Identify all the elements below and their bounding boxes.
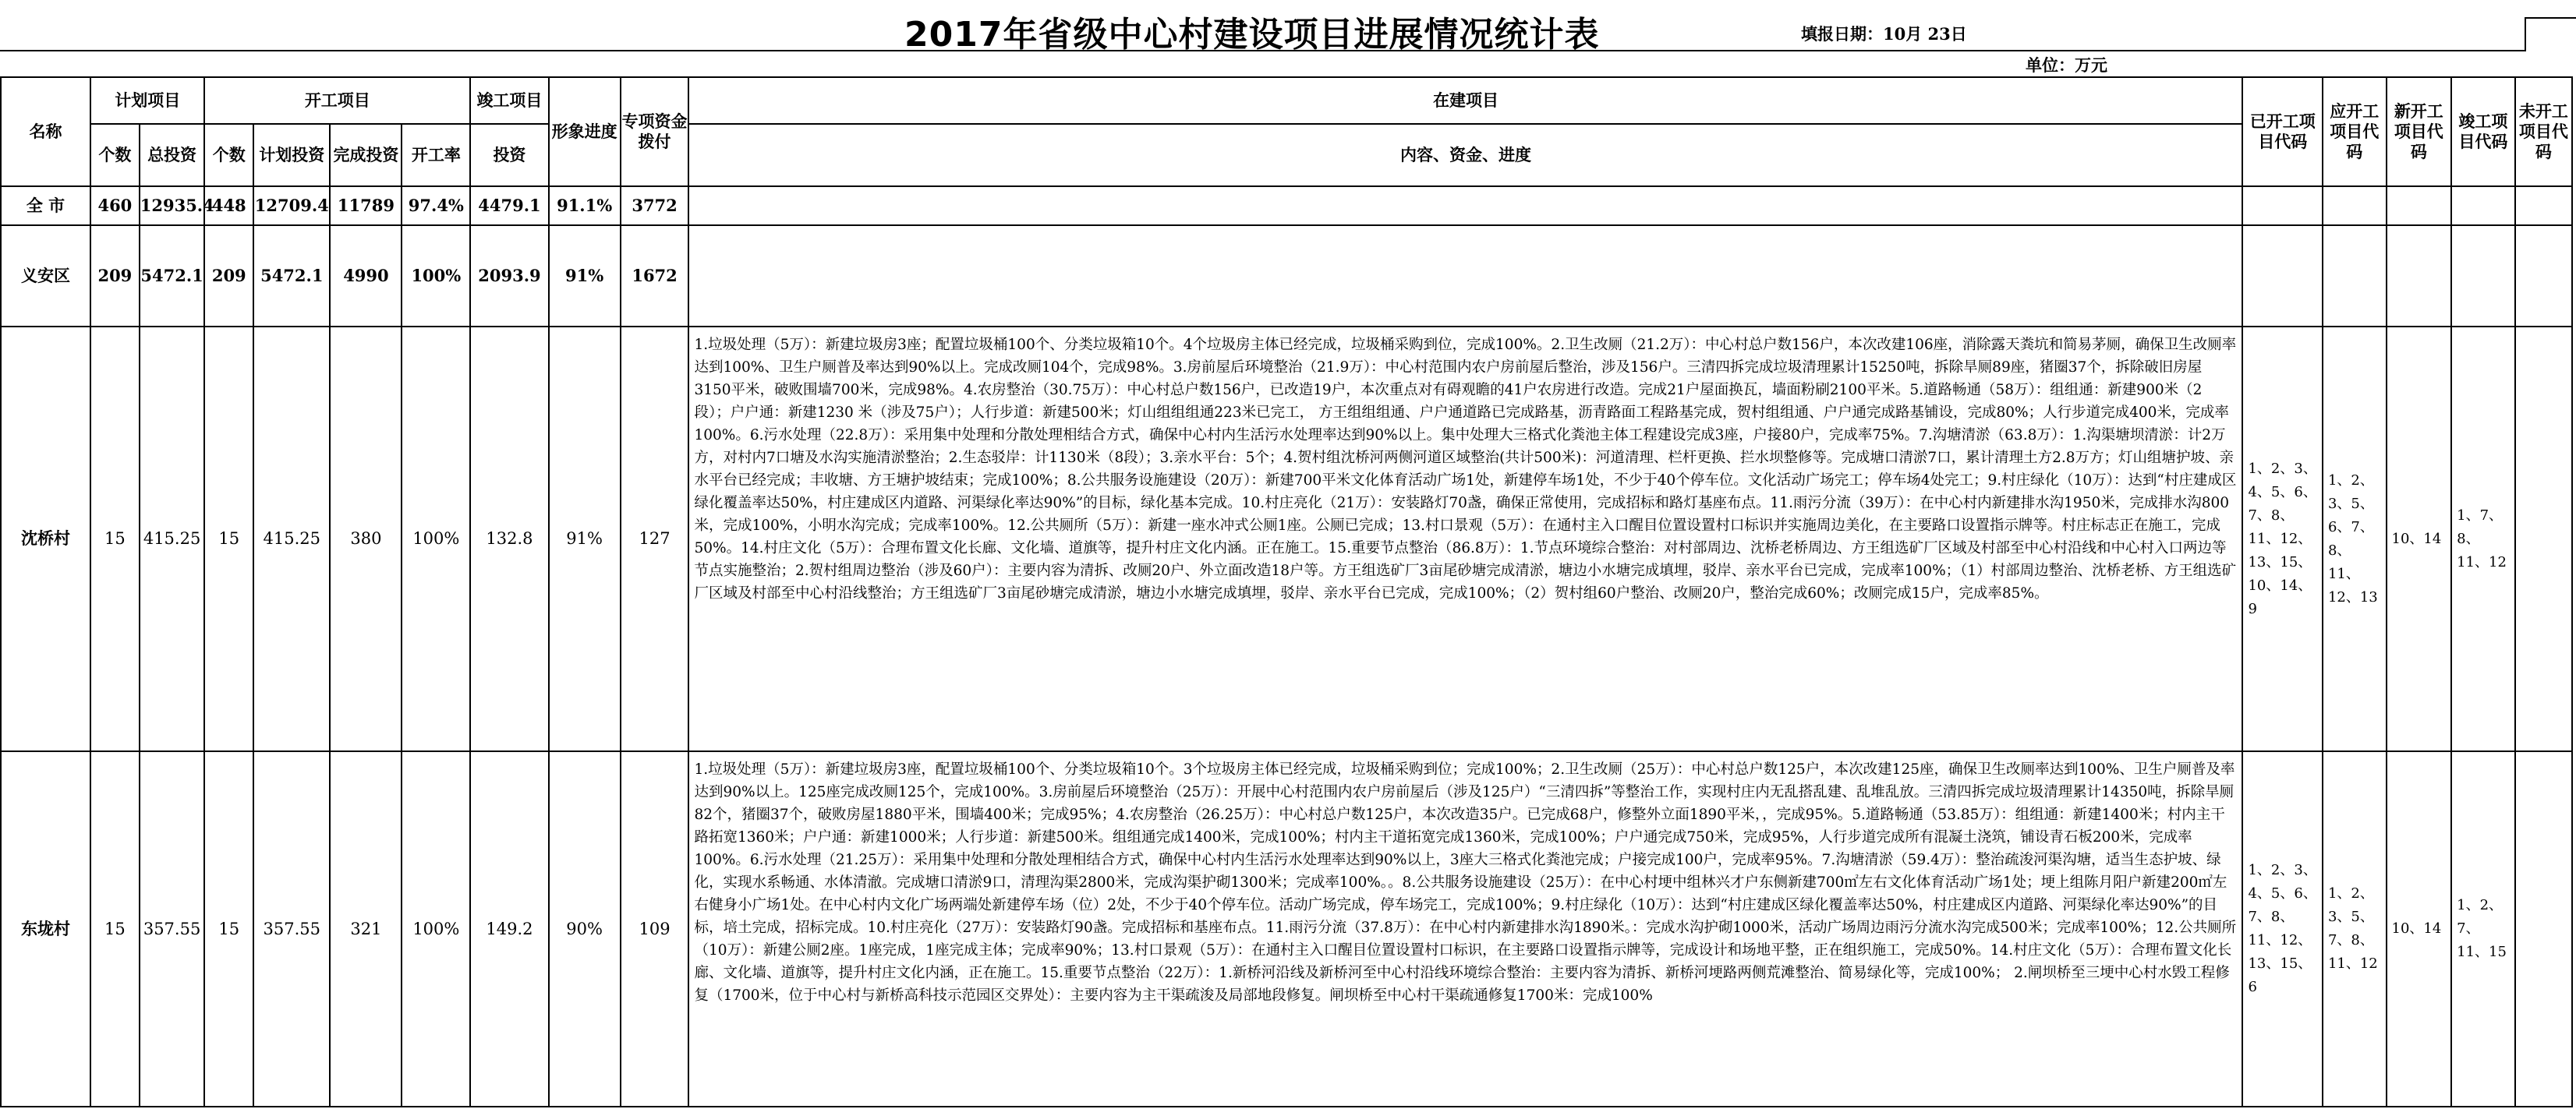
header-completed-investment: 完成投资 <box>330 124 402 186</box>
table-row <box>1 225 2572 327</box>
row-image-progress: 91% <box>549 225 621 327</box>
header-should-start-codes: 应开工项目代码 <box>2323 77 2387 186</box>
row-not-started-codes <box>2515 186 2572 225</box>
row-image-progress: 91% <box>549 327 621 751</box>
row-image-progress: 90% <box>549 751 621 1107</box>
row-finished-investment: 132.8 <box>470 327 548 751</box>
row-start-rate: 100% <box>402 225 470 327</box>
header-name: 名称 <box>1 77 90 186</box>
header-total-investment: 总投资 <box>140 124 205 186</box>
row-started-count: 15 <box>204 327 253 751</box>
unit-label: 单位：万元 <box>2026 55 2107 75</box>
title-row <box>0 0 2526 55</box>
header-special-funds: 专项资金拨付 <box>621 77 689 186</box>
header-started: 开工项目 <box>204 77 470 124</box>
row-name: 全 市 <box>1 186 90 225</box>
row-started-codes: 1、2、3、4、5、6、7、8、11、12、13、15、10、14、9 <box>2242 327 2322 751</box>
header-count: 个数 <box>90 124 140 186</box>
row-start-rate: 100% <box>402 327 470 751</box>
row-detail: 1.垃圾处理（5万）：新建垃圾房3座，配置垃圾桶100个、分类垃圾箱10个。3个垃圾房主体已经完成，垃圾桶采购到位；完成100%；2.卫生改厕（25万）：中心村总户数125户，本次改建125座，确保卫生改厕率达到100%、卫生户厕普及率达到90%以上。125座完成改厕125个，完成100%。3.房前屋后环境整治（25万）：开展中心村范围内农户房前屋后（涉及125户）“三清四拆”等整治工作，实现村庄内无乱搭乱建、乱堆乱放。三清四拆完成垃圾清理累计14350吨，拆除旱厕82个，猪圈37个，破败房屋1880平米，围墙400米；完成95%；4.农房整治（26.25万）：中心村总户数125户，本次改造35户。已完成68户，修整外立面1890平米，，完成95%。5.道路畅通（53.85万）：组组通：新建1400米；村内主干路拓宽1360米；户户通：新建1000米；人行步道：新建500米。组组通完成1400米，完成100%；村内主干道拓宽完成1360米，完成100%；户户通完成750米，完成95%，人行步道完成所有混凝土浇筑，铺设青石板200米，完成率100%。6.污水处理（21.25万）：采用集中处理和分散处理相结合方式，确保中心村内生活污水处理率达到90%以上，3座大三格式化粪池完成；户接完成100户，完成率95%。7.沟塘清淤（59.4万）：整治疏浚河渠沟塘，适当生态护坡、绿化，实现水系畅通、水体清澈。完成塘口清淤9口，清理沟渠2800米，完成沟渠护砌1300米；完成率100%。。8.公共服务设施建设（25万）：在中心村埂中组林兴才户东侧新建700㎡左右文化体育活动广场1处；埂上组陈月阳户新建200㎡左右健身小广场1处。在中心村内文化广场两端处新建停车场（位）2处，不少于40个停车位。活动广场完成，停车场完工，完成100%；9.村庄绿化（10万）：达到“村庄建成区绿化覆盖率达50%，村庄建成区内道路、河渠绿化率达90%”的目标，培土完成，招标完成。10.村庄亮化（27万）：安装路灯90盏。完成招标和基座布点。11.雨污分流（37.8万）：在中心村内新建排水沟1890米。：完成水沟护砌1000米，活动广场周边雨污分流水沟完成500米；完成率100%；12.公共厕所（10万）：新建公厕2座。1座完成，1座完成主体；完成率90%；13.村口景观（5万）：在通村主入口醒目位置设置村口标识，在主要路口设置指示牌等，完成设计和场地平整，正在组织施工，完成50%。14.村庄文化（5万）：合理布置文化长廊、文化墙、道旗等，提升村庄文化内涵，正在施工。15.重要节点整治（22万）：1.新桥河沿线及新桥河至中心村沿线环境综合整治：主要内容为清拆、新桥河埂路两侧荒滩整治、简易绿化等，完成100%； 2.闸坝桥至三埂中心村水毁工程修复（1700米，位于中心村与新桥高科技示范园区交界处）：主要内容为主干渠疏浚及局部地段修复。闸坝桥至中心村干渠疏通修复1700米：完成100% <box>688 751 2242 1107</box>
row-image-progress: 91.1% <box>549 186 621 225</box>
row-finished-codes: 1、2、7、11、15 <box>2451 751 2515 1107</box>
header-new-start-codes: 新开工项目代码 <box>2387 77 2452 186</box>
row-not-started-codes <box>2515 225 2572 327</box>
row-name: 东垅村 <box>1 751 90 1107</box>
row-special-funds: 127 <box>621 327 689 751</box>
row-start-rate: 97.4% <box>402 186 470 225</box>
statistics-table <box>0 76 2573 1107</box>
row-completed-investment: 4990 <box>330 225 402 327</box>
row-special-funds: 1672 <box>621 225 689 327</box>
row-planned-investment: 5472.1 <box>253 225 330 327</box>
header-row-1 <box>1 77 2572 124</box>
header-row-2 <box>1 124 2572 186</box>
row-total-investment: 415.25 <box>140 327 205 751</box>
corner-cell <box>2525 17 2576 51</box>
row-total-investment: 12935.4 <box>140 186 205 225</box>
row-planned-investment: 357.55 <box>253 751 330 1107</box>
row-new-start-codes: 10、14 <box>2387 327 2452 751</box>
header-started-codes: 已开工项目代码 <box>2242 77 2322 186</box>
row-total-investment: 5472.1 <box>140 225 205 327</box>
row-special-funds: 109 <box>621 751 689 1107</box>
row-should-start-codes <box>2323 225 2387 327</box>
header-content: 内容、资金、进度 <box>688 124 2242 186</box>
row-planned-count: 209 <box>90 225 140 327</box>
row-started-count: 209 <box>204 225 253 327</box>
row-special-funds: 3772 <box>621 186 689 225</box>
header-planned-investment: 计划投资 <box>253 124 330 186</box>
header-planned: 计划项目 <box>90 77 204 124</box>
row-detail: 1.垃圾处理（5万）：新建垃圾房3座；配置垃圾桶100个、分类垃圾箱10个。4个垃圾房主体已经完成，垃圾桶采购到位，完成100%。2.卫生改厕（21.2万）：中心村总户数156户，本次改建106座，消除露天粪坑和简易茅厕，确保卫生改厕率达到100%、卫生户厕普及率达到90%以上。完成改厕104个，完成98%。3.房前屋后环境整治（21.9万）：中心村范围内农户房前屋后整治，涉及156户。三清四拆完成垃圾清理累计15250吨，拆除旱厕89座，猪圈37个，拆除破旧房屋3150平米，破败围墙700米，完成98%。4.农房整治（30.75万）：中心村总户数156户，已改造19户，本次重点对有碍观瞻的41户农房进行改造。完成21户屋面换瓦，墙面粉刷2100平米。5.道路畅通（58万）：组组通：新建900米（2段）；户户通：新建1230 米（涉及75户）；人行步道：新建500米；灯山组组组通223米已完工， 方王组组组通、户户通道路已完成路基，沥青路面工程路基完成，贺村组组通、户户通完成路基铺设，完成80%；人行步道完成400米，完成率100%。6.污水处理（22.8万）：采用集中处理和分散处理相结合方式，确保中心村内生活污水处理率达到90%以上。集中处理大三格式化粪池主体工程建设完成3座，户接80户，完成率75%。7.沟塘清淤（63.8万）：1.沟渠塘坝清淤：计2万方，对村内7口塘及水沟实施清淤整治；2.生态驳岸：计1130米（8段）；3.亲水平台：5个；4.贺村组沈桥河两侧河道区域整治(共计500米)：河道清理、栏杆更换、拦水坝整修等。完成塘口清淤7口，累计清理土方2.8万方；灯山组塘护坡、亲水平台已经完成；丰收塘、方王塘护坡结束；完成100%；8.公共服务设施建设（20万）：新建700平米文化体育活动广场1处，新建停车场1处，不少于40个停车位。文化活动广场完工；停车场4处完工；9.村庄绿化（10万）：达到“村庄建成区绿化覆盖率达50%，村庄建成区内道路、河渠绿化率达90%”的目标，绿化基本完成。10.村庄亮化（21万）：安装路灯70盏，确保正常使用，完成招标和路灯基座布点。11.雨污分流（39万）：在中心村内新建排水沟1950米，完成排水沟800米，完成100%，小明水沟完成；完成率100%。12.公共厕所（5万）：新建一座水冲式公厕1座。公厕已完成；13.村口景观（5万）：在通村主入口醒目位置设置村口标识并实施周边美化，在主要路口设置指示牌等。村庄标志正在施工，完成50%。14.村庄文化（5万）：合理布置文化长廊、文化墙、道旗等，提升村庄文化内涵。正在施工。15.重要节点整治（86.8万）：1.节点环境综合整治：对村部周边、沈桥老桥周边、方王组选矿厂区域及村部至中心村沿线和中心村入口两边等节点实施整治；2.贺村组周边整治（涉及60户）：主要内容为清拆、改厕20户、外立面改造18户等。方王组选矿厂3亩尾砂塘完成清淤，塘边小水塘完成填埋，驳岸、亲水平台已完成，完成率100%；（1）村部周边整治、沈桥老桥、方王组选矿厂区域及村部至中心村沿线整治；方王组选矿厂3亩尾砂塘完成清淤，塘边小水塘完成填埋，驳岸、亲水平台已完成，完成100%；（2）贺村组60户整治、改厕20户，整治完成60%；改厕完成15户，完成率85%。 <box>688 327 2242 751</box>
row-new-start-codes: 10、14 <box>2387 751 2452 1107</box>
row-detail <box>688 225 2242 327</box>
row-finished-investment: 2093.9 <box>470 225 548 327</box>
row-started-codes: 1、2、3、4、5、6、7、8、11、12、13、15、6 <box>2242 751 2322 1107</box>
row-completed-investment: 380 <box>330 327 402 751</box>
table-row <box>1 186 2572 225</box>
fill-date: 填报日期：10月 23日 <box>1801 24 1967 44</box>
page-title: 2017年省级中心村建设项目进展情况统计表 <box>904 15 1600 55</box>
unit-row <box>0 50 2573 76</box>
row-should-start-codes: 1、2、3、5、6、7、8、11、12、13 <box>2323 327 2387 751</box>
row-new-start-codes <box>2387 225 2452 327</box>
row-started-count: 15 <box>204 751 253 1107</box>
table-row <box>1 327 2572 751</box>
header-finished: 竣工项目 <box>470 77 548 124</box>
row-planned-count: 15 <box>90 751 140 1107</box>
row-completed-investment: 11789 <box>330 186 402 225</box>
header-start-rate: 开工率 <box>402 124 470 186</box>
row-planned-count: 15 <box>90 327 140 751</box>
row-planned-count: 460 <box>90 186 140 225</box>
row-finished-codes <box>2451 225 2515 327</box>
row-completed-investment: 321 <box>330 751 402 1107</box>
row-name: 沈桥村 <box>1 327 90 751</box>
row-started-count: 448 <box>204 186 253 225</box>
row-should-start-codes: 1、2、3、5、7、8、11、12 <box>2323 751 2387 1107</box>
row-planned-investment: 12709.4 <box>253 186 330 225</box>
row-finished-codes <box>2451 186 2515 225</box>
header-started-count: 个数 <box>204 124 253 186</box>
header-finished-codes: 竣工项目代码 <box>2451 77 2515 186</box>
header-finished-investment: 投资 <box>470 124 548 186</box>
row-finished-codes: 1、7、8、11、12 <box>2451 327 2515 751</box>
row-not-started-codes <box>2515 327 2572 751</box>
row-finished-investment: 4479.1 <box>470 186 548 225</box>
row-finished-investment: 149.2 <box>470 751 548 1107</box>
row-not-started-codes <box>2515 751 2572 1107</box>
row-detail <box>688 186 2242 225</box>
row-name: 义安区 <box>1 225 90 327</box>
row-started-codes <box>2242 225 2322 327</box>
header-not-started-codes: 未开工项目代码 <box>2515 77 2572 186</box>
row-total-investment: 357.55 <box>140 751 205 1107</box>
table-row <box>1 751 2572 1107</box>
header-image-progress: 形象进度 <box>549 77 621 186</box>
row-started-codes <box>2242 186 2322 225</box>
row-should-start-codes <box>2323 186 2387 225</box>
header-in-progress: 在建项目 <box>688 77 2242 124</box>
row-planned-investment: 415.25 <box>253 327 330 751</box>
row-new-start-codes <box>2387 186 2452 225</box>
row-start-rate: 100% <box>402 751 470 1107</box>
